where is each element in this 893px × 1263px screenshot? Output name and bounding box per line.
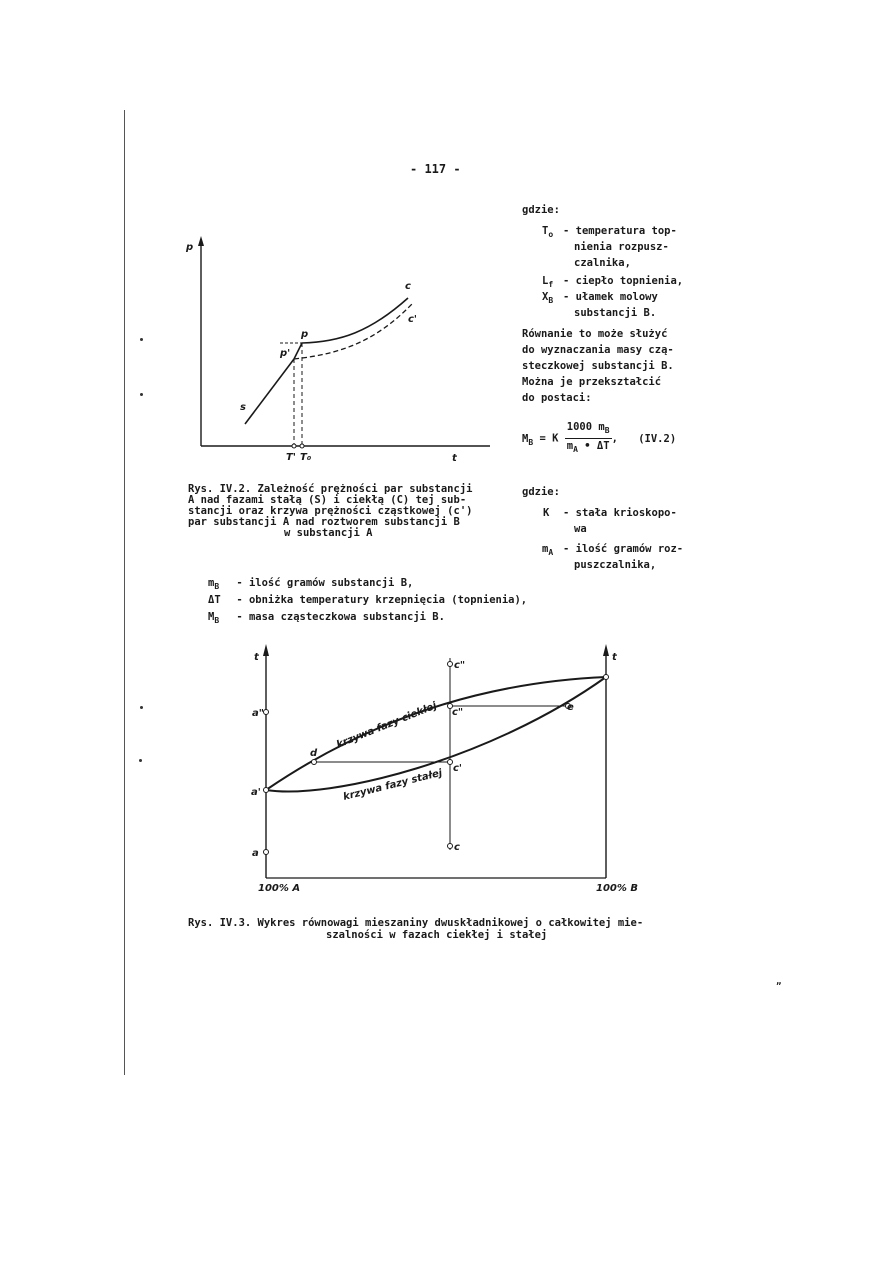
def-XB-symbol: $X_B$: [542, 291, 554, 306]
label-a-dprime: a": [252, 708, 264, 719]
T-prime-marker: [292, 444, 296, 448]
def-T0-symbol: $T_o$: [542, 225, 554, 240]
scan-dot: [140, 706, 143, 709]
scan-dot: [139, 759, 142, 762]
label-d: d: [310, 748, 318, 759]
def-T0-text: nienia rozpusz-: [574, 241, 669, 253]
label-c-prime: c': [408, 314, 417, 325]
def-mA-text: - ilość gramów roz-: [563, 543, 684, 555]
paragraph: [522, 327, 702, 405]
label-e: e: [567, 702, 574, 713]
def-K-text: wa: [574, 523, 587, 535]
def-T0-text: - temperatura top-: [563, 225, 677, 237]
label-c: c: [405, 281, 411, 292]
page-number: - 117 -: [410, 162, 461, 176]
caption-line: Rys. IV.3. Wykres równowagi mieszaniny dwuskładnikowej o całkowitej mie-: [188, 917, 644, 929]
def-Lf-text: - ciepło topnienia,: [563, 275, 684, 287]
point-a-prime: [264, 788, 269, 793]
equation-iv2: [522, 420, 702, 457]
def-K-text: - stała krioskopo-: [563, 507, 677, 519]
gdzie-1: gdzie:: [522, 204, 560, 216]
eq-denominator: $m_A$ • ΔT: [566, 440, 610, 455]
label-c-dprime-top: c": [454, 660, 466, 671]
p-axis-arrow: [198, 236, 204, 246]
eq-numerator: 1000 $m_B$: [565, 420, 612, 439]
eq-lhs: $M_B$: [522, 432, 534, 447]
T0-marker: [300, 444, 304, 448]
gdzie-2: gdzie:: [522, 486, 560, 498]
point-c-dprime-top: [448, 662, 453, 667]
label-c-dprime: c": [452, 707, 464, 718]
margin-line: [124, 110, 125, 1075]
caption-line: w substancji A: [284, 527, 373, 539]
point-a: [264, 850, 269, 855]
solution-curve-c-prime: [294, 304, 412, 359]
label-T-prime: T': [286, 452, 296, 463]
paragraph-line: do postaci:: [522, 392, 592, 404]
label-c: c: [454, 842, 460, 853]
def-K-symbol: K: [543, 507, 550, 519]
def-T0-text: czalnika,: [574, 257, 631, 269]
right-t-axis-arrow: [603, 644, 609, 656]
right-t-label: t: [612, 652, 617, 663]
eq-mid: = K: [539, 432, 559, 445]
label-100B: 100% B: [596, 883, 638, 894]
liquid-curve-c: [294, 298, 408, 359]
left-t-label: t: [254, 652, 259, 663]
label-s: s: [240, 402, 246, 413]
paragraph-line: do wyznaczania masy czą-: [522, 344, 674, 356]
point-a-dprime: [264, 710, 269, 715]
paragraph-line: steczkowej substancji B.: [522, 360, 674, 372]
def-XB-text: - ułamek molowy: [563, 291, 658, 303]
caption-iv2: [188, 482, 508, 540]
point-c: [448, 844, 453, 849]
corner-mark: „: [776, 977, 782, 987]
def-bottom-row: ΔT - obniżka temperatury krzepnięcia (topnienia),: [208, 594, 528, 606]
def-XB-text: substancji B.: [574, 307, 657, 319]
paragraph-line: Można je przekształcić: [522, 376, 662, 388]
label-a-prime: a': [251, 787, 261, 798]
label-p-prime: p': [280, 348, 291, 359]
caption-line: Rys. IV.2. Zależność prężności par substancji: [188, 483, 473, 495]
label-a: a: [252, 848, 259, 859]
eq-number: (IV.2): [638, 432, 677, 445]
caption-iv3: [188, 916, 708, 942]
p-axis-label: p: [186, 242, 194, 253]
left-t-axis-arrow: [263, 644, 269, 656]
label-c-prime: c': [453, 763, 462, 774]
scan-dot: [140, 393, 143, 396]
caption-line: par substancji A nad roztworem substancji B: [188, 516, 460, 528]
label-100A: 100% A: [258, 883, 301, 894]
point-c-prime: [448, 760, 453, 765]
t-axis-label: t: [452, 453, 457, 464]
def-bottom-row: $m_B$ - ilość gramów substancji B,: [208, 577, 414, 592]
solid-curve-s: [245, 359, 294, 424]
eq-comma: ,: [611, 432, 618, 445]
label-p: p: [301, 329, 309, 340]
caption-line: szalności w fazach ciekłej i stałej: [326, 929, 548, 941]
liquid-curve-label: krzywa fazy ciekłej: [335, 700, 439, 751]
point-B-melting: [604, 675, 609, 680]
def-mA-symbol: $m_A$: [542, 543, 554, 558]
scan-dot: [140, 338, 143, 341]
solid-curve-label: krzywa fazy stałej: [342, 767, 444, 803]
figure-iv3: [240, 640, 640, 900]
caption-line: stancji oraz krzywa prężności cząstkowej (c'): [188, 505, 473, 517]
point-d: [312, 760, 317, 765]
def-mA-text: puszczalnika,: [574, 559, 657, 571]
def-bottom-row: $M_B$ - masa cząsteczkowa substancji B.: [208, 611, 445, 626]
label-T0: T₀: [300, 452, 312, 463]
caption-line: A nad fazami stałą (S) i ciekłą (C) tej sub-: [188, 494, 467, 506]
eq-fraction: [565, 420, 612, 457]
def-Lf-symbol: $L_f$: [542, 275, 554, 290]
paragraph-line: Równanie to może służyć: [522, 328, 668, 340]
figure-iv2: [186, 232, 510, 467]
